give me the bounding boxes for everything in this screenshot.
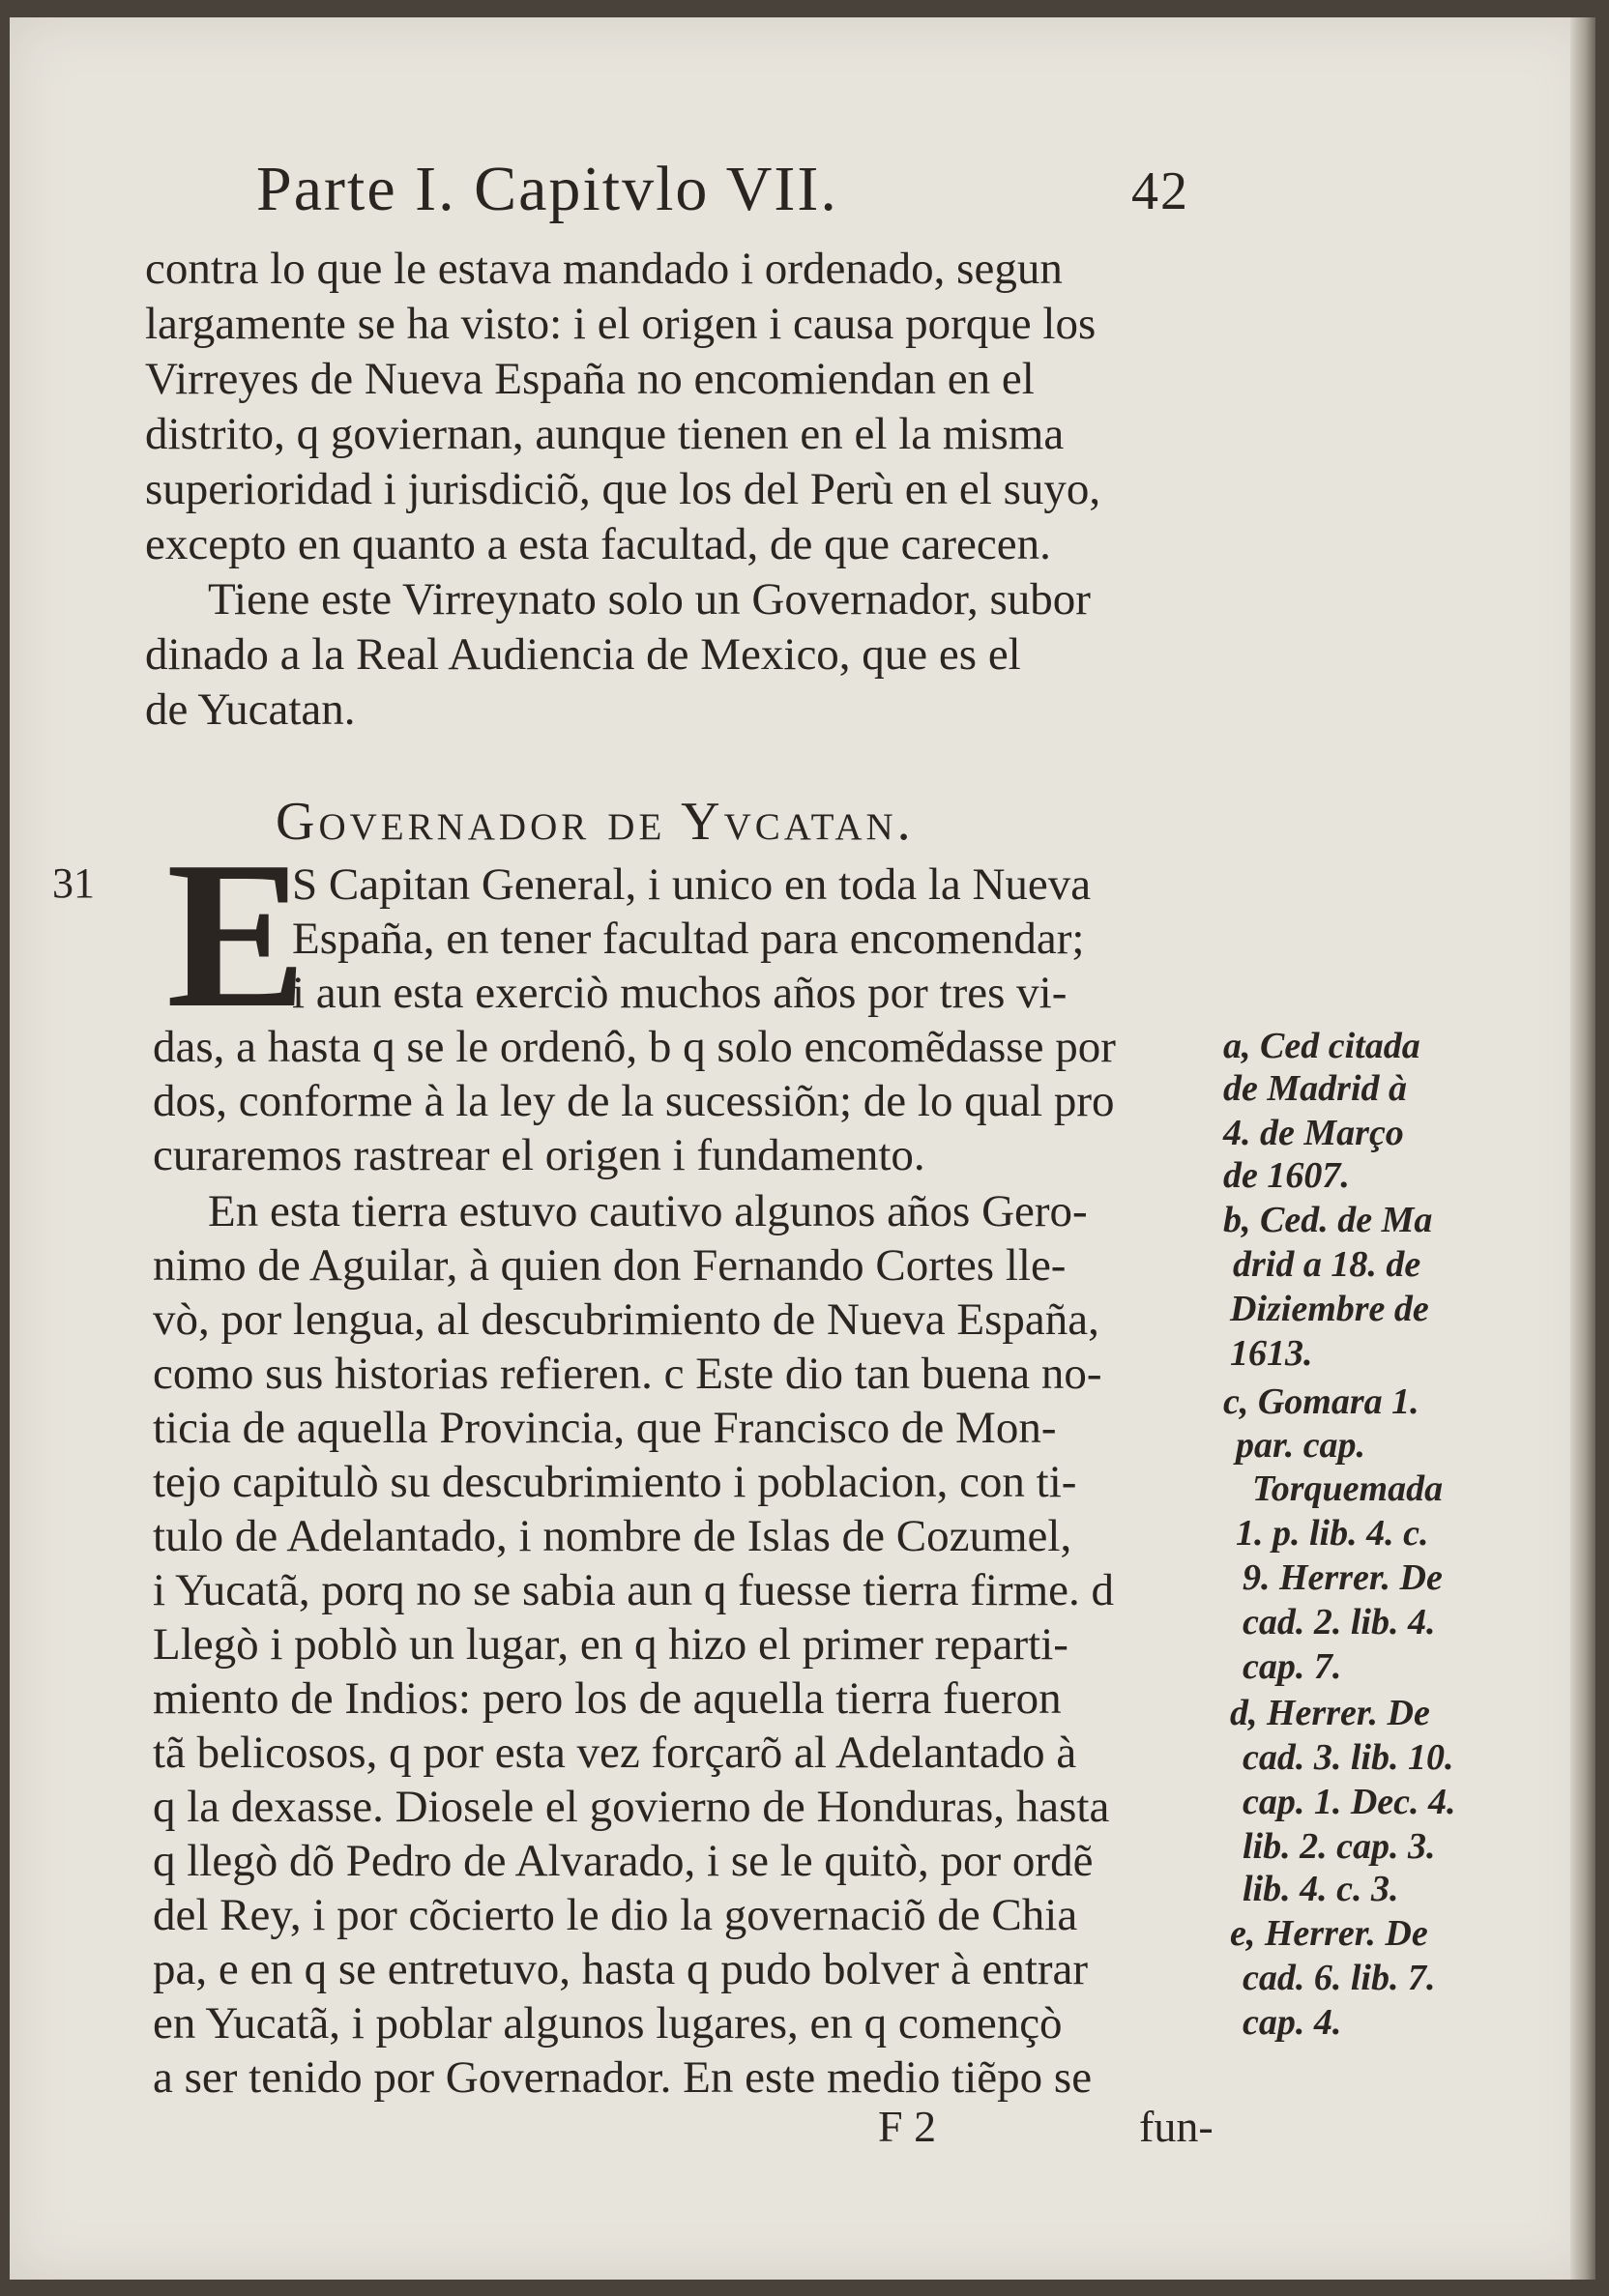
margin-note-line: cap. 4. bbox=[1243, 2002, 1342, 2043]
text-line: das, a hasta q se le ordenô, b q solo encomẽdasse por bbox=[153, 1022, 1116, 1072]
text-line: tejo capitulò su descubrimiento i poblacion, con ti- bbox=[153, 1457, 1077, 1507]
text-line: S Capitan General, i unico en toda la Nueva bbox=[292, 859, 1092, 910]
text-line: largamente se ha visto: i el origen i causa porque los bbox=[145, 299, 1097, 349]
margin-note-line: 9. Herrer. De bbox=[1243, 1557, 1443, 1598]
margin-paragraph-number: 31 bbox=[52, 859, 95, 907]
text-line: q llegò dõ Pedro de Alvarado, i se le quitò, por ordẽ bbox=[153, 1836, 1094, 1886]
margin-note-line: 1613. bbox=[1230, 1333, 1313, 1374]
text-line: ticia de aquella Provincia, que Francisco de Mon- bbox=[153, 1403, 1057, 1453]
margin-note-line: lib. 4. c. 3. bbox=[1243, 1869, 1399, 1909]
margin-note-line: a, Ced citada bbox=[1223, 1026, 1420, 1066]
text-line: Virreyes de Nueva España no encomiendan en el bbox=[145, 354, 1035, 404]
margin-note-line: 4. de Março bbox=[1223, 1113, 1404, 1153]
text-line: tã belicosos, q por esta vez forçarõ al Adelantado à bbox=[153, 1728, 1077, 1778]
text-line: q la dexasse. Diosele el govierno de Honduras, hasta bbox=[153, 1782, 1110, 1832]
margin-note-line: par. cap. bbox=[1236, 1425, 1366, 1466]
margin-note-line: Diziembre de bbox=[1230, 1289, 1429, 1329]
text-line: dinado a la Real Audiencia de Mexico, que es el bbox=[145, 629, 1021, 680]
text-line: en Yucatã, i poblar algunos lugares, en q començò bbox=[153, 1998, 1063, 2049]
margin-note-line: cap. 1. Dec. 4. bbox=[1243, 1782, 1456, 1822]
text-line: contra lo que le estava mandado i ordenado, segun bbox=[145, 244, 1063, 294]
running-header bbox=[256, 153, 1223, 240]
page-binding-edge bbox=[1570, 17, 1595, 2280]
text-line: superioridad i jurisdiciõ, que los del Perù en el suyo, bbox=[145, 464, 1101, 514]
margin-note-line: Torquemada bbox=[1252, 1468, 1444, 1509]
margin-note-line: e, Herrer. De bbox=[1230, 1913, 1428, 1954]
text-line: curaremos rastrear el origen i fundamento. bbox=[153, 1130, 925, 1180]
catchword: fun- bbox=[1139, 2102, 1214, 2151]
text-line: España, en tener facultad para encomendar; bbox=[292, 914, 1085, 964]
text-line: vò, por lengua, al descubrimiento de Nueva España, bbox=[153, 1294, 1099, 1345]
text-line: i Yucatã, porq no se sabia aun q fuesse tierra firme. d bbox=[153, 1565, 1115, 1615]
text-line: distrito, q goviernan, aunque tienen en el la misma bbox=[145, 409, 1065, 459]
margin-note-line: drid a 18. de bbox=[1233, 1244, 1421, 1285]
margin-note-line: lib. 2. cap. 3. bbox=[1243, 1826, 1436, 1867]
margin-note-line: b, Ced. de Ma bbox=[1223, 1200, 1433, 1240]
drop-cap-letter: E bbox=[166, 819, 307, 1052]
text-line: Llegò i poblò un lugar, en q hizo el primer reparti- bbox=[153, 1619, 1068, 1670]
text-line: dos, conforme à la ley de la sucessiõn; de lo qual pro bbox=[153, 1076, 1115, 1126]
page-number: 42 bbox=[1131, 161, 1189, 221]
text-line: pa, e en q se entretuvo, hasta q pudo bolver à entrar bbox=[153, 1944, 1089, 1994]
text-line: Tiene este Virreynato solo un Governador, subor bbox=[208, 574, 1091, 625]
text-line: miento de Indios: pero los de aquella tierra fueron bbox=[153, 1673, 1062, 1724]
text-line: a ser tenido por Governador. En este medio tiẽpo se bbox=[153, 2052, 1093, 2103]
signature-mark: F 2 bbox=[878, 2102, 937, 2151]
section-title: Governador de Yvcatan. bbox=[276, 792, 915, 852]
margin-note-line: cad. 6. lib. 7. bbox=[1243, 1958, 1436, 1998]
margin-note-line: d, Herrer. De bbox=[1230, 1693, 1430, 1733]
margin-note-line: cad. 3. lib. 10. bbox=[1243, 1737, 1454, 1778]
text-line: tulo de Adelantado, i nombre de Islas de Cozumel, bbox=[153, 1511, 1072, 1561]
text-line: excepto en quanto a esta facultad, de que carecen. bbox=[145, 519, 1051, 569]
margin-note-line: de 1607. bbox=[1223, 1155, 1350, 1196]
margin-note-line: 1. p. lib. 4. c. bbox=[1236, 1513, 1429, 1554]
text-line: de Yucatan. bbox=[145, 684, 356, 735]
text-line: i aun esta exerciò muchos años por tres vi- bbox=[292, 968, 1068, 1018]
text-line: nimo de Aguilar, à quien don Fernando Cortes lle- bbox=[153, 1240, 1067, 1291]
running-header-title: Parte I. Capitvlo VII. bbox=[256, 154, 838, 224]
text-line: como sus historias refieren. c Este dio tan buena no- bbox=[153, 1349, 1102, 1399]
margin-note-line: c, Gomara 1. bbox=[1223, 1381, 1419, 1422]
text-line: del Rey, i por cõcierto le dio la governaciõ de Chia bbox=[153, 1890, 1078, 1940]
margin-note-line: de Madrid à bbox=[1223, 1068, 1407, 1109]
text-line: En esta tierra estuvo cautivo algunos años Gero- bbox=[208, 1186, 1088, 1236]
book-page bbox=[10, 17, 1595, 2280]
margin-note-line: cap. 7. bbox=[1243, 1646, 1342, 1687]
margin-note-line: cad. 2. lib. 4. bbox=[1243, 1602, 1436, 1642]
